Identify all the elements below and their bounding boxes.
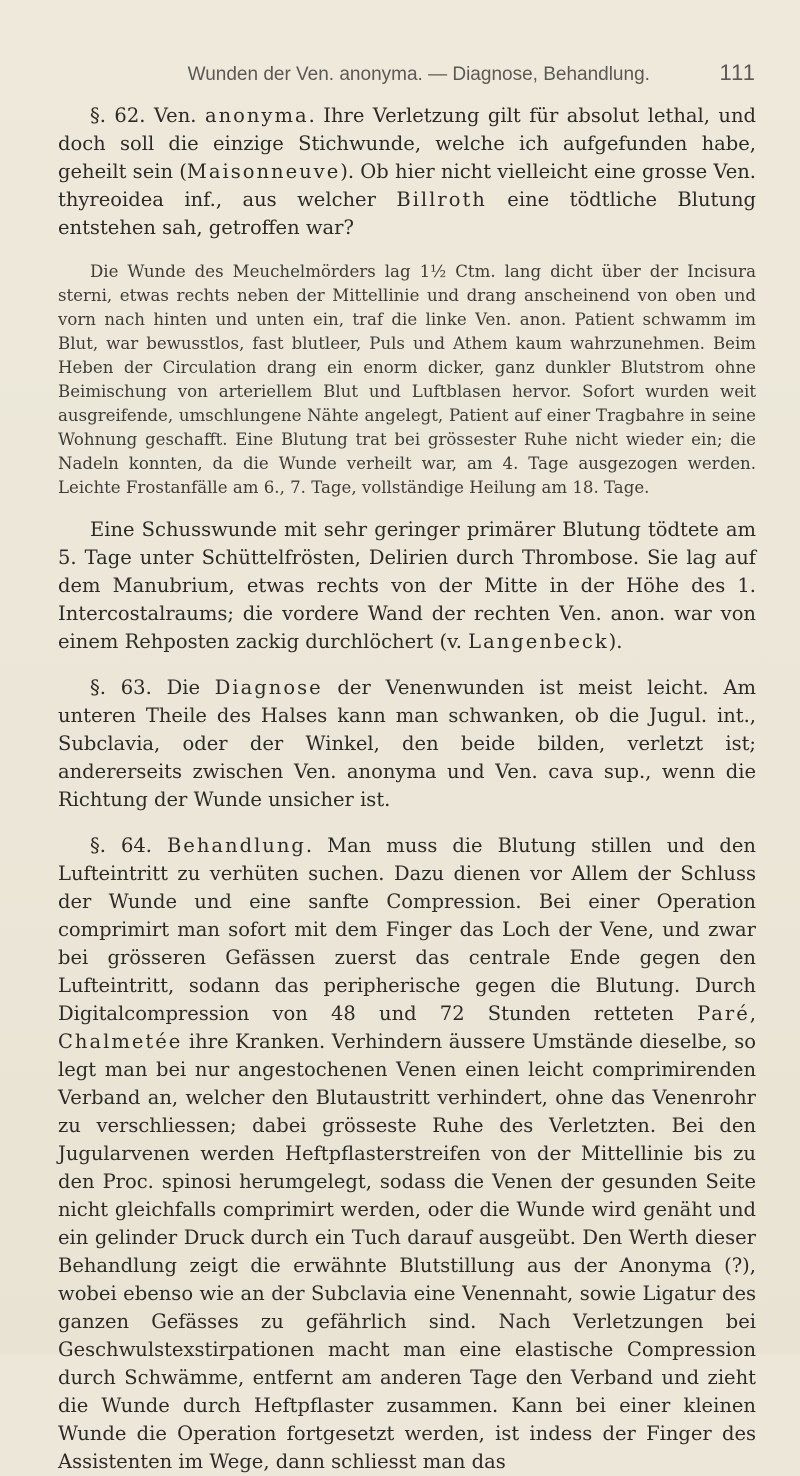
section-62-text-c: . Ihre Verletzung gilt für absolut lethal, und doch soll die einzige Stichwunde, welche ich aufgefunden habe, geheilt sein (: [58, 104, 756, 183]
section-64-text-g: ihre Kranken. Verhindern äussere Umstände dieselbe, so legt man bei nur angestochenen Venen einen leicht comprimirenden Verband an, welcher den Blutaustritt verhindert, ohne das Venenrohr zu verschliessen; dabei grösseste Ruhe des Verletzten. Bei den Jugularvenen werden Heftpflasterstreifen von der Mittellinie bis zu den Proc. spinosi herumgelegt, sodass die Venen der gesunden Seite nicht gleichfalls comprimirt werden, oder die Wunde wird genäht und ein gelinder Druck durch ein Tuch darauf ausgeübt. Den Werth dieser Behandlung zeigt die erwähnte Blutstillung aus der Anonyma (?), wobei ebenso wie an der Subclavia eine Venennaht, sowie Ligatur des ganzen Gefässes zu gefährlich sind. Nach Verletzungen bei Geschwulstexstirpationen macht man eine elastische Compression durch Schwämme, entfernt am anderen Tage den Verband und zieht die Wunde durch Heftpflaster zusammen. Kann bei einer kleinen Wunde die Operation fortgesetzt werden, ist indess der Finger des Assistenten im Wege, dann schliesst man das: [58, 1030, 756, 1473]
section-63-text-c: der Venenwunden ist meist leicht. Am unteren Theile des Halses kann man schwanken, ob die Jugul. int., Subclavia, oder der Winkel, den beide bilden, verletzt ist; andererseits zwischen Ven. anonyma und Ven. cava sup., wenn die Richtung der Wunde unsicher ist.: [58, 676, 756, 811]
running-head-title: Wunden der Ven. anonyma. — Diagnose, Behandlung.: [187, 64, 650, 85]
running-head: [58, 60, 756, 86]
page-number: 111: [719, 60, 756, 85]
author-langenbeck: Langenbeck: [468, 630, 609, 653]
section-64-paragraph: [58, 832, 756, 1476]
author-billroth: Billroth: [396, 188, 487, 211]
section-63-paragraph: [58, 674, 756, 814]
case-report-gunshot-wound: [58, 516, 756, 656]
section-62-text-g: eine tödtliche Blutung entstehen sah, getroffen war?: [58, 188, 756, 239]
author-chalmetee: Chalmetée: [58, 1030, 183, 1053]
section-62-text-e: ). Ob hier nicht vielleicht eine grosse Ven. thyreoidea inf., aus welcher: [58, 160, 756, 211]
term-diagnose: Diagnose: [214, 676, 323, 699]
case2-text-c: ).: [608, 630, 623, 653]
section-64-text-c: . Man muss die Blutung stillen und den Lufteintritt zu verhüten suchen. Dazu dienen vor Allem der Schluss der Wunde und eine sanfte Compression. Bei einer Operation comprimirt man sofort mit dem Finger das Loch der Vene, und zwar bei grösseren Gefässen zuerst das centrale Ende gegen den Lufteintritt, sodann das peripherische gegen die Blutung. Durch Digitalcompression von 48 und 72 Stunden retteten: [58, 834, 756, 1025]
case-report-stab-wound: Die Wunde des Meuchelmörders lag 1½ Ctm. lang dicht über der Incisura sterni, etwas rechts neben der Mittellinie und drang anscheinend von oben und vorn nach hinten und unten ein, traf die linke Ven. anon. Patient schwamm im Blut, war bewusstlos, fast blutleer, Puls und Athem kaum wahrzunehmen. Beim Heben der Circulation drang ein enorm dicker, ganz dunkler Blutstrom ohne Beimischung von arteriellem Blut und Luftblasen hervor. Sofort wurden weit ausgreifende, umschlungene Nähte angelegt, Patient auf einer Tragbahre in seine Wohnung geschafft. Eine Blutung trat bei grössester Ruhe nicht wieder ein; die Nadeln konnten, da die Wunde verheilt war, am 4. Tage ausgezogen werden. Leichte Frostanfälle am 6., 7. Tage, vollständige Heilung am 18. Tage.: [58, 262, 756, 497]
section-63-text-a: §. 63. Die: [90, 676, 215, 699]
section-64-text-e: ,: [749, 1002, 756, 1025]
author-maisonneuve: Maisonneuve: [186, 160, 341, 183]
author-pare: Paré: [697, 1002, 750, 1025]
section-64-text-a: §. 64.: [90, 834, 167, 857]
term-behandlung: Behandlung: [166, 834, 306, 857]
case2-text-a: Eine Schusswunde mit sehr geringer primärer Blutung tödtete am 5. Tage unter Schüttelfrösten, Delirien durch Thrombose. Sie lag auf dem Manubrium, etwas rechts von der Mitte in der Höhe des 1. Intercostalraums; die vordere Wand der rechten Ven. anon. war von einem Rehposten zackig durchlöchert (v.: [58, 518, 756, 653]
section-62-paragraph: [58, 102, 756, 242]
term-anonyma: anonyma: [204, 104, 309, 127]
section-62-text-a: §. 62. Ven.: [90, 104, 205, 127]
